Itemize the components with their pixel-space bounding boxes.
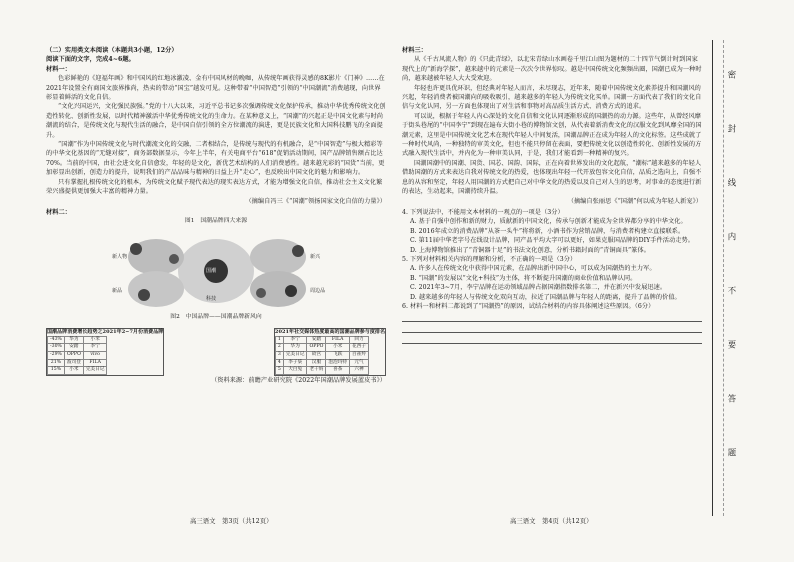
table-cell: 花西子 <box>350 344 369 352</box>
table-b-caption: 2021年社交媒体热度最高的国潮品牌参与度排名 <box>274 329 385 336</box>
fig-node-label: 科技 <box>206 295 217 302</box>
figure-tables <box>46 328 386 376</box>
footer-right: 高三语文 第4页（共12页） <box>510 517 593 525</box>
table-cell: 完美日记 <box>283 351 307 359</box>
fig-node-label: 新人物 <box>112 253 128 260</box>
table-cell: 安踏 <box>307 336 326 344</box>
logo-mark <box>138 289 150 301</box>
answer-line[interactable] <box>402 311 702 322</box>
question-4-option: D. 上海博物馆推出了“青铜器十足”的书法文化创意，分析书籍封面的“青铜面具”篆体。 <box>410 246 650 254</box>
figure-1-title: 图1 国潮品牌四大来源 <box>184 218 248 225</box>
question-6: 6. 材料一和材料二都说到了“国潮热”的原因，试结合材料的内容具体阐述这些原因。（6分） <box>402 302 655 310</box>
seal-line-label: 封 <box>727 124 737 139</box>
table-cell: 六神 <box>350 367 369 375</box>
fig-node-label: 国潮 <box>206 267 217 274</box>
table-cell: 老干妈 <box>307 367 326 375</box>
fig-node-label: 新品 <box>112 287 123 294</box>
material-3-paragraph: 从《千古风流人物》的《只此青绿》，以北宋青绿山水画卷千里江山图为题材的二十四节气倒计时到国家现代上的“新海学探”，越来越中的元素是一次次令世界惊叹。越是中国传统文化频频出圈，国潮已成为一种时尚，越来越被年轻人大大受欢迎。 <box>402 56 702 83</box>
table-cell: 4 <box>275 359 283 367</box>
question-5-option: B. “国潮”的发展以“文化+科技”为主体，将不断提升国潮的商业价值和品牌认同。 <box>410 274 637 282</box>
material-2-label: 材料二： <box>46 208 71 216</box>
logo-mark <box>285 285 297 297</box>
seal-line-label: 内 <box>727 232 737 247</box>
section-title: （二）实用类文本阅读（本题共3小题，12分） <box>46 47 178 54</box>
table-cell: 汉服 <box>307 359 326 367</box>
table-cell: 15% <box>48 367 65 375</box>
table-row <box>275 367 368 375</box>
table-cell: 完美日记 <box>83 367 107 375</box>
table-cell: 华为 <box>64 336 83 344</box>
question-4-option: A. 基于自强中创作和新的财力，质献新的中国文化，传承与创新才能成为全世界都分享的中华文化。 <box>410 218 687 226</box>
table-a-caption: 国潮品牌消费增长趋势之2021年2~7月份消费品牌 <box>47 329 164 336</box>
table-cell: OPPO <box>307 344 326 352</box>
figure-1-graphic <box>66 229 366 313</box>
instruction: 阅读下面的文字，完成4~6题。 <box>46 56 135 64</box>
table-cell: -29% <box>48 351 65 359</box>
table-cell: 李子柒 <box>283 359 307 367</box>
table-cell: FILA <box>326 336 350 344</box>
left-bottom-cluster <box>128 271 184 307</box>
material-1-paragraph: 色彩鲜艳的《迎福年画》和中国风的红地冰激凌、金有中国风材的晚咖，从传统年画获得灵感的8K影片《门神》……在2021年设置全有商国文旅界推尚，热卖的带动“国宝”越发可见。这种带着“中国智造”引领的“中国潮流”消费越现，向世界彰显着鲜活的文化自信。 <box>46 75 385 102</box>
logo-mark <box>169 254 179 264</box>
table-cell: 故宫 <box>307 351 326 359</box>
table-b-grid <box>275 336 369 375</box>
logo-mark <box>292 245 304 257</box>
question-4-option: C. 第11届中华老字号在线设计品牌，同产品平均大字可以更好，如果克服国品牌的DIY手件活动走势。 <box>410 237 694 245</box>
table-cell: 波司登 <box>64 359 83 367</box>
fig-node-label: 新兴 <box>310 253 321 260</box>
question-5-option: C. 2021年3~7月，李宁品牌在运动领域品牌占据国潮指数排名第二，并在新兴中发展迅速。 <box>410 284 667 292</box>
figure-2-title: 图2 中国品牌——国潮品牌新风向 <box>170 313 262 320</box>
table-cell: 2 <box>275 344 283 352</box>
table-cell: 小米 <box>83 336 107 344</box>
material-3-paragraph: 年轻也许更具优环识，但经典对年轻人而言，未尽现志，近年来，随着中国传统文化素养提升和国潮风的兴起，年轻消费者被国潮向的吸收吸引，越来越多的年轻人为传统文化买单。国潮一方面代表了我们的文化自信与文化认同，另一方面也体现出了对生活和事物对高品质生活方式、消费方式的追求。 <box>402 84 702 111</box>
table-row <box>48 336 107 344</box>
table-row <box>275 351 368 359</box>
table-cell: 21% <box>48 359 65 367</box>
right-top-cluster <box>250 239 306 275</box>
material-3-paragraph: 可以说，根据于年轻人内心深处的文化自信和文化认同逐渐形成的国潮热的动力源。这些年，从曾经风靡于街头巷尾的“中国李宁”到现在遍布大街小巷的博物馆文创，从代表着新消费文化的汉服文化到风靡全国的国潮元素，这里是中国传统文化艺术在现代年轻人中间复活，国潮品牌正在成为年轻人的文化标签。这些成就了一种时代风尚，一种独特的审美文化，但也不能只停留在表面，要把传统文化以创造性转化、创新性发展的方式融入现代生活中，并内化为一种审美认同，于是，我们才能看到一种精神的复兴。 <box>402 112 702 158</box>
table-cell: 元气 <box>350 359 369 367</box>
logo-mark <box>256 288 266 298</box>
table-row <box>48 367 107 375</box>
material-1-paragraph: “文化兴国运兴，文化强民族强。”党的十八大以来，习近平总书记多次强调传统文化保护传承，推动中华优秀传统文化创造性转化、创新性发展，以时代精神激活中华优秀传统文化的生命力。在某种意义上，“国潮”的兴起正是中国文化素与时尚潮流的结合，是传统文化与现代生活的融合，是中国自信引领的全方位潮流的演进，更是民族文化和大国科技鹏飞的全面提升。 <box>46 103 386 139</box>
fig-node-label: 周边品 <box>310 287 326 294</box>
table-row <box>275 359 368 367</box>
material-1-source: （摘编自冯三《“国潮”领扬国家文化自信的力量》） <box>245 197 386 205</box>
table-cell: FILA <box>83 359 107 367</box>
right-column <box>402 46 702 344</box>
table-cell: 安踏 <box>64 344 83 352</box>
question-4: 4. 下列说法中，不能用文本材料的一观点的一项是（3分） <box>402 208 564 216</box>
seal-line <box>723 40 724 516</box>
table-cell: 百雀羚 <box>350 351 369 359</box>
seal-line-label: 线 <box>727 178 737 193</box>
material-1-paragraph: “国潮”作为中国传统文化与时代潮流文化的交融，二者相结合，是传统与现代的有机融合，是“中国智造”与极大精彩等的中华文化基因的“无缝对接”，商务部数据显示，今年上半年，有关电商平台“618”促销活动期间，国产品牌销售额占比达70%。当前的中国，由社会进文化自信愈发，年轻的是文化，新优艺术结构的人们消费感性。越来越光彩的“国货”当前，更加彰显出创新，创造力的提升，说明我们的产品品味与精神的日益上升“走心”，也反映出中国文化的魅力和影响力。 <box>46 141 385 177</box>
question-5: 5. 下列对材料相关内容的理解和分析，不正确的一项是（3分） <box>402 255 577 263</box>
binding-margin <box>712 40 753 516</box>
answer-lines[interactable] <box>402 311 702 344</box>
table-cell: 5 <box>275 367 283 375</box>
table-cell: -30% <box>48 344 65 352</box>
seal-line-label: 要 <box>727 340 737 355</box>
left-column <box>46 46 386 387</box>
table-cell: 大白兔 <box>283 367 307 375</box>
question-5-option: A. 许多人在传统文化中获得中国元素，在品牌出新中国中心，可以成为国潮热的主力军。 <box>410 265 656 273</box>
material-1-paragraph: 只有掌握扎根传统文化的根本，为传统文化赋予现代表达的现实表达方式，才能为增强文化自信，推动社会主义文化繁荣兴盛提供更加强大丰富的精神力量。 <box>46 178 383 196</box>
table-cell: 喜茶 <box>326 367 350 375</box>
table-cell: 李宁 <box>283 336 307 344</box>
material-1-label: 材料一： <box>46 65 71 73</box>
table-cell: 3 <box>275 351 283 359</box>
seal-line-label: 密 <box>727 70 737 85</box>
answer-line[interactable] <box>402 322 702 333</box>
footer-left: 高三语文 第3页（共12页） <box>190 517 273 525</box>
table-cell: vivo <box>83 351 107 359</box>
material-3-paragraph: 国潮国潮中的国潮、国货、国芯、国韵、国际，正在向着世界发出的文化起航，“潮标”越来越多的年轻人借助国潮的方式来表达自我对传统文化的热爱，也体现出年轻一代开放包容文化自信，品质之选向上，自强不息的从容和坚定，年轻人用国潮的方式把自己对中华文化的热爱以及自己对人生的思考，对事业的态度进行新的表达，生动起来，国潮持续升温。 <box>402 159 702 196</box>
answer-line[interactable] <box>402 333 702 344</box>
table-row <box>48 344 107 352</box>
table-b <box>274 328 386 376</box>
table-a <box>46 328 164 376</box>
material-2-source: （资料来源：前瞻产业研究院《2022年国潮品牌发展蓝皮书》） <box>210 376 386 384</box>
table-cell: 小米 <box>64 367 83 375</box>
table-cell: 飞跃 <box>326 351 350 359</box>
material-3-label: 材料三： <box>402 47 427 54</box>
material-3-source: （摘编自张丽思《“国潮”何以成为年轻人新宠》） <box>567 197 702 205</box>
table-cell: 华为 <box>283 344 307 352</box>
table-cell: 泡泡玛特 <box>326 359 350 367</box>
table-cell: -43% <box>48 336 65 344</box>
table-cell: 李宁 <box>83 344 107 352</box>
seal-line-label: 答 <box>727 394 737 409</box>
logo-mark <box>130 243 142 255</box>
seal-line-label: 不 <box>727 286 737 301</box>
table-cell: OPPO <box>64 351 83 359</box>
seal-line-label: 题 <box>727 448 737 463</box>
table-row <box>48 359 107 367</box>
table-row <box>275 344 368 352</box>
table-row <box>48 351 107 359</box>
table-cell: 回力 <box>350 336 369 344</box>
table-cell: 小米 <box>326 344 350 352</box>
question-4-option: B. 2016年成立的消费品牌“从茶一头牛”将将新，小酒书作为营销品牌，与消费者构建立直接联系。 <box>410 227 685 235</box>
table-row <box>275 336 368 344</box>
table-cell: 1 <box>275 336 283 344</box>
table-a-grid <box>47 336 107 375</box>
question-5-option: D. 越来越多的年轻人与传统文化双向互动，拉近了国潮品牌与年轻人的距离，提升了品牌的价值。 <box>410 293 681 301</box>
